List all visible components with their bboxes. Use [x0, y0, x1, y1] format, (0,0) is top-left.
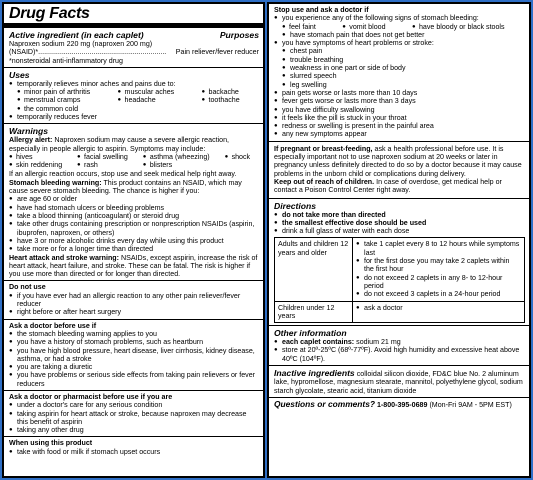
dosage-cell	[353, 238, 525, 301]
stop-use-item: ● any new symptoms appear	[274, 130, 525, 138]
active-ingredient-heading: Active ingredient (in each caplet)	[9, 30, 144, 40]
allergy-after: If an allergic reaction occurs, stop use and seek medical help right away.	[9, 169, 237, 178]
uses-heading: Uses	[9, 69, 30, 80]
uses-subitems	[9, 88, 259, 113]
table-row	[275, 301, 525, 323]
active-ingredient-line2: (NSAID)*	[9, 48, 39, 57]
allergy-alert-text: Naproxen sodium may cause a severe allergic reaction, especially in people allergic to aspirin. Symptoms may include:	[9, 136, 230, 153]
heart-symptom: ● leg swelling	[274, 81, 525, 89]
warnings-heading: Warnings	[9, 126, 48, 137]
allergy-symptoms	[9, 153, 259, 170]
ask-doctor-heading: Ask a doctor before use if	[9, 321, 97, 330]
warnings-section	[4, 124, 263, 281]
stomach-bleeding-signs	[274, 23, 525, 31]
table-row	[275, 238, 525, 301]
uses-subitem: ● the common cold	[17, 105, 110, 113]
stop-use-item: ● pain gets worse or lasts more than 10 days	[274, 89, 525, 97]
stomach-warning-item: ● take more or for a longer time than directed	[9, 245, 259, 253]
stop-use-item: ● it feels like the pill is stuck in your throat	[274, 114, 525, 122]
stop-use-section	[269, 4, 529, 142]
when-using-item: ● take with food or milk if stomach upset occurs	[9, 448, 259, 456]
uses-subitem: ● backache	[202, 88, 259, 96]
stomach-warning-item: ● have had stomach ulcers or bleeding problems	[9, 204, 259, 212]
other-information-heading: Other information	[274, 328, 347, 339]
heart-symptom: ● weakness in one part or side of body	[274, 64, 525, 72]
directions-table	[274, 237, 525, 323]
uses-item: ● temporarily reduces fever	[9, 113, 259, 121]
directions-section	[269, 199, 529, 327]
purpose-text: Pain reliever/fever reducer	[175, 48, 259, 57]
allergy-symptom: ● asthma (wheezing)	[143, 153, 219, 161]
dosage-item: ● take 1 caplet every 8 to 12 hours while symptoms last	[356, 240, 521, 257]
drug-facts-right-column	[267, 2, 531, 478]
active-ingredient-line1: Naproxen sodium 220 mg (naproxen 200 mg)	[9, 40, 153, 48]
uses-subitem: ● muscular aches	[118, 88, 194, 96]
stomach-warning-item: ● take a blood thinning (anticoagulant) or steroid drug	[9, 212, 259, 220]
directions-item: ● the smallest effective dose should be used	[274, 219, 525, 227]
do-not-use-item: ● right before or after heart surgery	[9, 308, 259, 316]
heart-warning-label: Heart attack and stroke warning:	[9, 253, 119, 262]
do-not-use-heading: Do not use	[9, 283, 46, 292]
uses-subitem: ● toothache	[202, 96, 259, 104]
ask-doctor-item: ● you have high blood pressure, heart disease, liver cirrhosis, kidney disease, asthma, or had a stroke	[9, 347, 259, 364]
ask-pharmacist-heading: Ask a doctor or pharmacist before use if you are	[9, 392, 173, 401]
dosage-cell	[353, 301, 525, 323]
heart-symptom: ● trouble breathing	[274, 56, 525, 64]
heart-symptom: ● slurred speech	[274, 72, 525, 80]
nsaid-footnote: *nonsteroidal anti-inflammatory drug	[9, 56, 123, 65]
ask-doctor-item: ● you have a history of stomach problems, such as heartburn	[9, 338, 259, 346]
inactive-ingredients-heading: Inactive ingredients	[274, 367, 355, 378]
bleeding-sign: ● vomit blood	[342, 23, 406, 31]
drug-facts-left-column	[2, 2, 265, 478]
pregnancy-label: If pregnant or breast-feeding,	[274, 144, 373, 153]
phone-number: 1-800-395-0689	[376, 400, 428, 409]
heart-warning-text: NSAIDs, except aspirin, increase the risk of heart attack, heart failure, and stroke. These can be fatal. The risk is higher if you use more than directed or for longer than directed.	[9, 253, 258, 279]
stomach-warning-item: ● take other drugs containing prescription or nonprescription NSAIDs (aspirin, ibuprofen, naproxen, or others)	[9, 220, 259, 237]
dosage-item: ● ask a doctor	[356, 304, 521, 312]
bleeding-sign: ● have stomach pain that does not get better	[274, 31, 525, 39]
stop-use-item: ● fever gets worse or lasts more than 3 days	[274, 97, 525, 105]
ask-pharmacist-item: ● under a doctor's care for any serious condition	[9, 401, 259, 409]
heart-symptom: ● chest pain	[274, 47, 525, 55]
drug-facts-title: Drug Facts	[9, 5, 90, 22]
stop-use-item: ● redness or swelling is present in the painful area	[274, 122, 525, 130]
active-ingredient-section	[4, 28, 263, 68]
leader-dots: .................................................................	[38, 48, 167, 57]
questions-heading: Questions or comments?	[274, 398, 375, 409]
keep-out-text: In case of overdose, get medical help or contact a Poison Control Center right away.	[274, 177, 502, 195]
allergy-symptom: ● facial swelling	[77, 153, 137, 161]
directions-heading: Directions	[274, 200, 317, 211]
questions-section	[269, 398, 529, 411]
ask-doctor-section	[4, 320, 263, 391]
uses-subitem: ● headache	[118, 96, 194, 104]
caplet-contains-label: each caplet contains:	[282, 338, 355, 347]
age-group-cell: Adults and children 12 years and older	[275, 238, 353, 301]
uses-section	[4, 68, 263, 124]
keep-out-label: Keep out of reach of children.	[274, 177, 375, 186]
stomach-warning-text: This product contains an NSAID, which may cause severe stomach bleeding. The chance is higher if you:	[9, 178, 242, 196]
directions-item: ● do not take more than directed	[274, 211, 525, 219]
ask-pharmacist-item: ● taking any other drug	[9, 426, 259, 434]
phone-hours: (Mon-Fri 9AM - 5PM EST)	[429, 400, 512, 409]
stop-use-item: ● you have difficulty swallowing	[274, 106, 525, 114]
inactive-ingredients-text: colloidal silicon dioxide, FD&C blue No. 2 aluminum lake, hypromellose, magnesium stearate, mannitol, polyethylene glycol, sodium starch glycolate, stearic acid, titanium dioxide	[274, 369, 523, 395]
dosage-item: ● do not exceed 2 caplets in any 8- to 12-hour period	[356, 274, 521, 291]
other-information-section	[269, 326, 529, 366]
pregnancy-text: ask a health professional before use. It is especially important not to use naproxen sodium at 20 weeks or later in pregnancy unless definitely directed to do so by a doctor because it may cause problems in the unborn child or complications during delivery.	[274, 144, 522, 178]
allergy-alert-label: Allergy alert:	[9, 136, 53, 145]
ask-doctor-item: ● the stomach bleeding warning applies to you	[9, 330, 259, 338]
allergy-symptom: ● skin reddening	[9, 161, 71, 169]
stomach-warning-item: ● have 3 or more alcoholic drinks every day while using this product	[9, 237, 259, 245]
dosage-item: ● do not exceed 3 caplets in a 24-hour period	[356, 290, 521, 298]
do-not-use-item: ● if you have ever had an allergic reaction to any other pain reliever/fever reducer	[9, 292, 259, 309]
ask-pharmacist-section	[4, 391, 263, 437]
allergy-symptom: ● shock	[225, 153, 259, 161]
uses-subitem: ● menstrual cramps	[17, 96, 110, 104]
bleeding-sign: ● have bloody or black stools	[412, 23, 525, 31]
allergy-symptom: ● hives	[9, 153, 71, 161]
stop-use-item: ● you have symptoms of heart problems or stroke:	[274, 39, 525, 47]
stop-use-heading: Stop use and ask a doctor if	[274, 6, 369, 14]
ask-doctor-item: ● you are taking a diuretic	[9, 363, 259, 371]
uses-subitem: ● minor pain of arthritis	[17, 88, 110, 96]
purposes-heading: Purposes	[219, 30, 259, 40]
age-group-cell: Children under 12 years	[275, 301, 353, 323]
uses-item: ● temporarily relieves minor aches and pains due to:	[9, 80, 259, 88]
allergy-symptom: ● rash	[77, 161, 137, 169]
dosage-item: ● for the first dose you may take 2 caplets within the first hour	[356, 257, 521, 274]
pregnancy-section	[269, 142, 529, 199]
inactive-ingredients-section	[269, 366, 529, 398]
ask-pharmacist-item: ● taking aspirin for heart attack or stroke, because naproxen may decrease this benefit of aspirin	[9, 410, 259, 427]
allergy-symptom: ● blisters	[143, 161, 219, 169]
when-using-section	[4, 437, 263, 458]
do-not-use-section	[4, 281, 263, 319]
stomach-warning-label: Stomach bleeding warning:	[9, 178, 102, 187]
storage-info: ● store at 20º-25ºC (68º-77ºF). Avoid high humidity and excessive heat above 40ºC (104ºF).	[274, 346, 525, 363]
stomach-warning-item: ● are age 60 or older	[9, 195, 259, 203]
when-using-heading: When using this product	[9, 439, 93, 448]
directions-item: ● drink a full glass of water with each dose	[274, 227, 525, 235]
ask-doctor-item: ● you have problems or serious side effects from taking pain relievers or fever reducers	[9, 371, 259, 388]
bleeding-sign: ● feel faint	[282, 23, 336, 31]
stop-use-item: ● you experience any of the following signs of stomach bleeding:	[274, 14, 525, 22]
caplet-contains-text: sodium 21 mg	[356, 338, 401, 347]
